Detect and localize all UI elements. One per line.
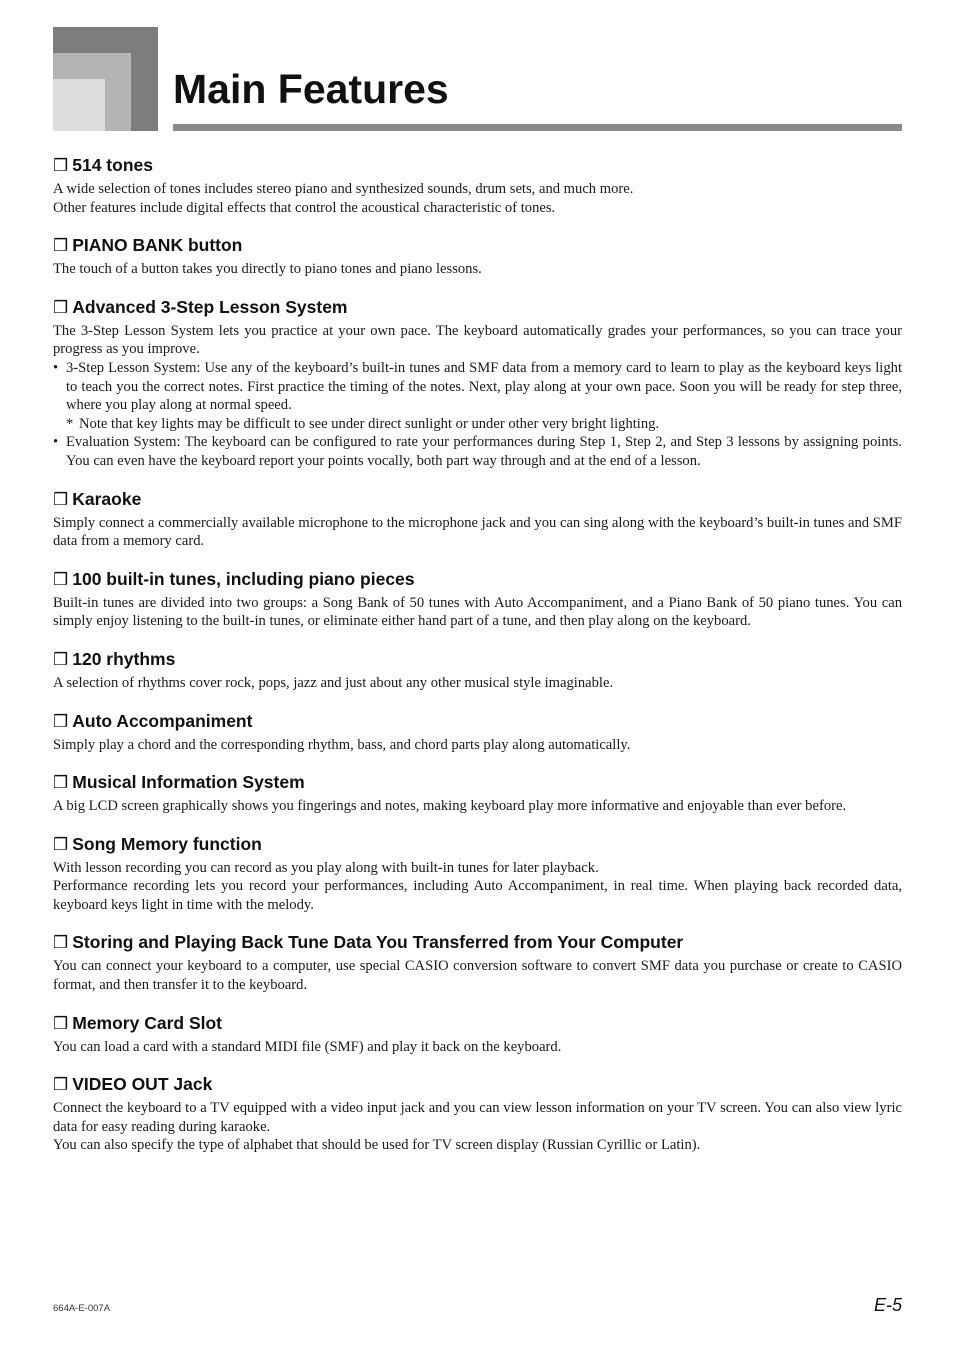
section-text: The 3-Step Lesson System lets you practice at your own pace. The keyboard automatically grades your performances, so you can trace your progress as you improve. — [53, 322, 902, 358]
section-memory-card-slot — [53, 1012, 902, 1057]
section-heading: ❒ Musical Information System — [53, 772, 305, 793]
document-code: 664A-E-007A — [53, 1303, 111, 1314]
section-storing-tune-data — [53, 931, 902, 994]
section-rhythms — [53, 648, 902, 693]
section-heading: ❒ 514 tones — [53, 155, 153, 175]
page-title: Main Features — [173, 66, 449, 112]
section-heading: ❒ VIDEO OUT Jack — [53, 1074, 213, 1095]
section-heading: ❒ Memory Card Slot — [53, 1012, 222, 1033]
checkbox-icon: ❒ — [53, 569, 69, 589]
section-video-out-jack — [53, 1073, 902, 1155]
section-heading: ❒ PIANO BANK button — [53, 235, 243, 256]
section-text: Simply connect a commercially available microphone to the microphone jack and you can sing along with the keyboard’s built-in tunes and SMF data from a memory card. — [53, 514, 902, 550]
section-text: You can load a card with a standard MIDI file (SMF) and play it back on the keyboard. — [53, 1038, 562, 1055]
section-text: You can connect your keyboard to a computer, use special CASIO conversion software to convert SMF data you purchase or create to CASIO format, and then transfer it to the keyboard. — [53, 958, 902, 994]
section-text: Connect the keyboard to a TV equipped with a video input jack and you can view lesson information on your TV screen. You can also view lyric data for easy reading during karaoke. — [53, 1100, 902, 1135]
decorative-corner-squares — [53, 27, 158, 131]
section-heading: ❒ Storing and Playing Back Tune Data You Transferred from Your Computer — [53, 932, 684, 953]
section-text: Built-in tunes are divided into two groups: a Song Bank of 50 tunes with Auto Accompaniment, and a Piano Bank of 50 piano tunes. You can simply enjoy listening to the built-in tunes, or eliminate either hand part of a tune, and then play along on the keyboard. — [53, 594, 902, 630]
corner-square-light — [53, 79, 105, 131]
section-text: With lesson recording you can record as you play along with built-in tunes for later playback. — [53, 859, 599, 876]
section-song-memory — [53, 833, 902, 915]
bullet-item: • Evaluation System: The keyboard can be configured to rate your performances during Step 1, Step 2, and Step 3 lessons by assigning points. You can even have the keyboard report your points vocally, both part way through and at the end of a lesson. — [53, 434, 902, 469]
section-text: Simply play a chord and the corresponding rhythm, bass, and chord parts play along automatically. — [53, 736, 631, 753]
checkbox-icon: ❒ — [53, 489, 69, 509]
section-text: A selection of rhythms cover rock, pops, jazz and just about any other musical style imaginable. — [53, 674, 614, 691]
bullet-item: • 3-Step Lesson System: Use any of the keyboard’s built-in tunes and SMF data from a memory card to learn to play as the keyboard keys light to teach you the correct notes. First practice the timing of the notes. Next, play along at your own pace. Soon you will be ready for step three, where you play along at normal speed. — [53, 359, 902, 414]
checkbox-icon: ❒ — [53, 156, 69, 175]
section-514-tones — [53, 154, 902, 217]
section-text: A big LCD screen graphically shows you fingerings and notes, making keyboard play more informative and enjoyable than ever before. — [53, 798, 847, 815]
checkbox-icon: ❒ — [53, 297, 69, 317]
checkbox-icon: ❒ — [53, 773, 69, 793]
asterisk-icon: * — [66, 415, 74, 432]
section-built-in-tunes — [53, 568, 902, 631]
section-musical-information-system — [53, 771, 902, 816]
section-karaoke — [53, 488, 902, 551]
section-heading: ❒ 120 rhythms — [53, 648, 176, 669]
checkbox-icon: ❒ — [53, 711, 69, 731]
section-heading: ❒ Song Memory function — [53, 833, 262, 854]
checkbox-icon: ❒ — [53, 649, 69, 669]
section-text: A wide selection of tones includes stereo piano and synthesized sounds, drum sets, and much more. — [53, 181, 634, 197]
checkbox-icon: ❒ — [53, 834, 69, 854]
bullet-dot-icon: • — [53, 359, 59, 376]
section-text: Other features include digital effects that control the acoustical characteristic of tones. — [53, 199, 556, 216]
checkbox-icon: ❒ — [53, 933, 69, 953]
footnote: * Note that key lights may be difficult to see under direct sunlight or under other very bright lighting. — [66, 415, 660, 432]
feature-list — [53, 154, 902, 1172]
section-text: Performance recording lets you record your performances, including Auto Accompaniment, in real time. When playing back recorded data, keyboard keys light in time with the melody. — [53, 878, 902, 913]
title-underline — [173, 124, 902, 131]
page-number: E-5 — [873, 1295, 902, 1315]
bullet-dot-icon: • — [53, 434, 59, 451]
section-heading: ❒ Advanced 3-Step Lesson System — [53, 296, 348, 317]
section-heading: ❒ Karaoke — [53, 488, 142, 509]
checkbox-icon: ❒ — [53, 1075, 69, 1095]
section-text: You can also specify the type of alphabet that should be used for TV screen display (Russian Cyrillic or Latin). — [53, 1137, 701, 1154]
section-auto-accompaniment — [53, 710, 902, 755]
checkbox-icon: ❒ — [53, 1013, 69, 1033]
section-text: The touch of a button takes you directly to piano tones and piano lessons. — [53, 261, 482, 278]
checkbox-icon: ❒ — [53, 236, 69, 256]
section-heading: ❒ 100 built-in tunes, including piano pieces — [53, 568, 415, 589]
section-lesson-system — [53, 296, 902, 471]
section-piano-bank-button — [53, 234, 902, 279]
section-heading: ❒ Auto Accompaniment — [53, 710, 253, 731]
